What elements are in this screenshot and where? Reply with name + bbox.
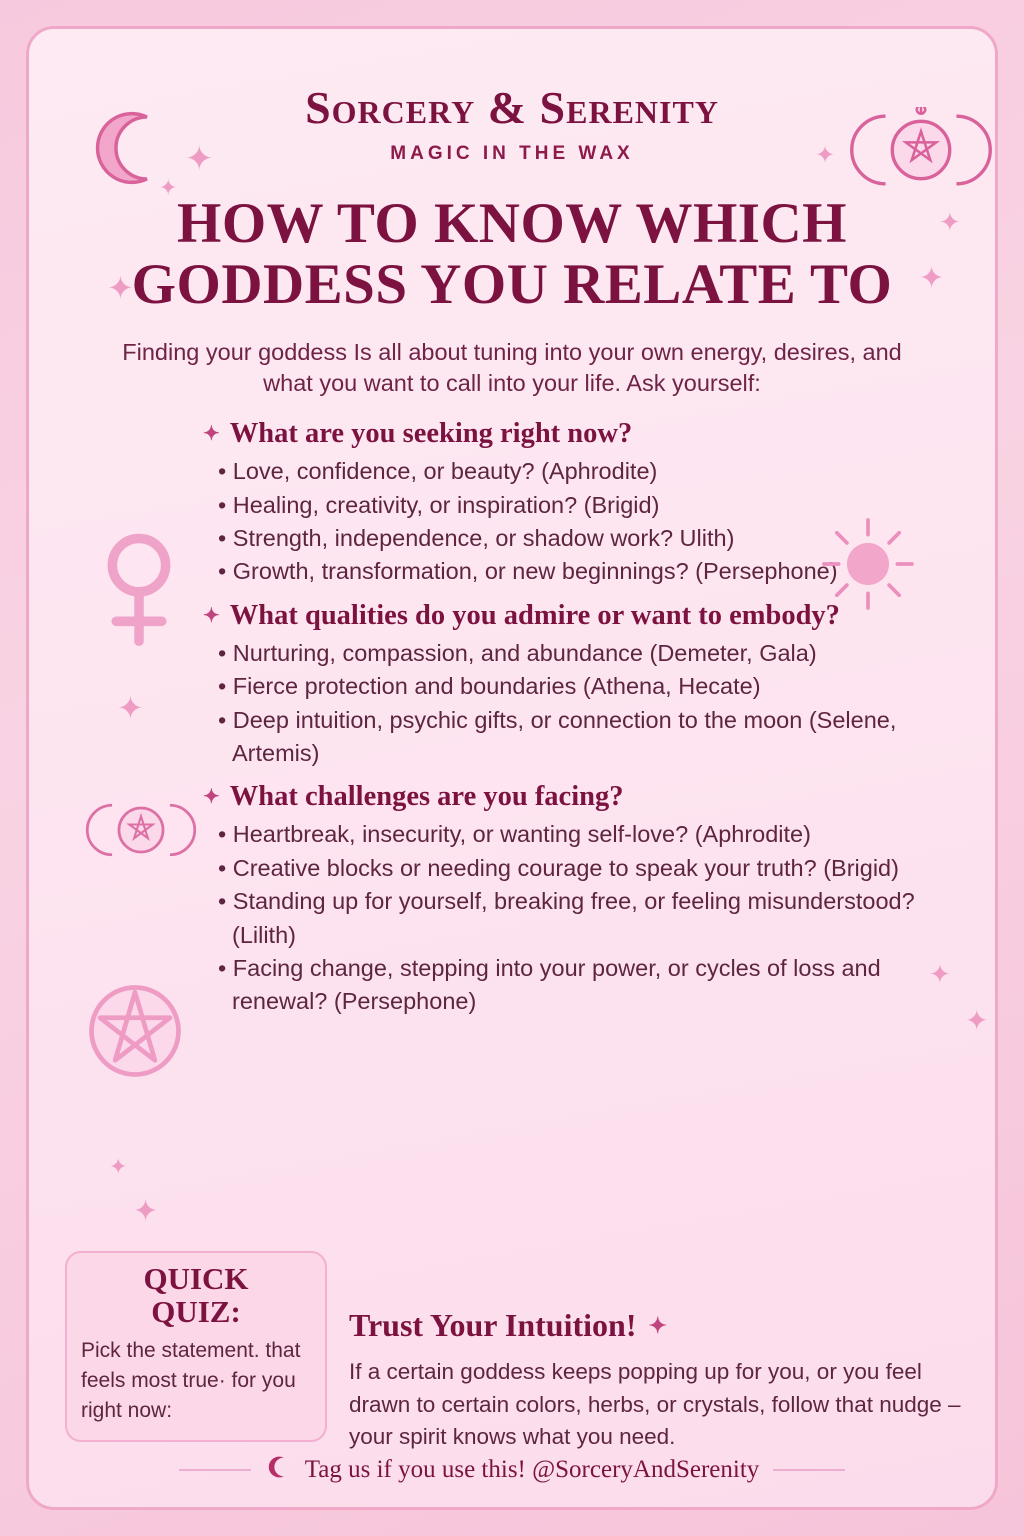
list-item: • Heartbreak, insecurity, or wanting self-love? (Aphrodite): [218, 821, 811, 848]
quick-quiz-title-line1: QUICK: [143, 1261, 249, 1296]
sparkle-icon: ✦: [815, 142, 836, 169]
sparkle-icon: ✦: [648, 1312, 667, 1338]
footer-divider-right: [773, 1469, 845, 1471]
list-item-label: Strength, independence, or shadow work? Ulith): [232, 524, 735, 551]
list-item: • Love, confidence, or beauty? (Aphrodite): [218, 458, 658, 485]
sparkle-icon: ✦: [203, 604, 220, 627]
list-item: • Creative blocks or needing courage to speak your truth? (Brigid): [218, 854, 899, 881]
venus-symbol-icon: [91, 529, 187, 652]
list-item: • Growth, transformation, or new beginnings? (Persephone): [218, 558, 838, 585]
sparkle-icon: ✦: [107, 270, 134, 306]
list-item: • Strength, independence, or shadow work? Ulith): [218, 524, 735, 551]
list-item-label: Facing change, stepping into your power, or cycles of loss and renewal? (Persephone): [232, 954, 881, 1015]
crescent-moon-icon-footer: [265, 1454, 291, 1485]
section-heading: [203, 780, 961, 814]
list-item: • Standing up for yourself, breaking free, or feeling misunderstood? (Lilith): [218, 888, 915, 948]
quick-quiz-card: [65, 1251, 327, 1442]
sparkle-icon: ✦: [109, 1154, 128, 1179]
section-heading-label: What challenges are you facing?: [229, 781, 624, 813]
trust-intuition-body: If a certain goddess keeps popping up for you, or you feel drawn to certain colors, herbs, or crystals, follow that nudge – your spirit knows what you need.: [349, 1359, 961, 1450]
section-heading-label: What qualities do you admire or want to embody?: [229, 599, 840, 631]
list-item-label: Standing up for yourself, breaking free, or feeling misunderstood? (Lilith): [232, 888, 915, 948]
section-heading: [203, 417, 961, 451]
section-heading-label: What are you seeking right now?: [229, 418, 633, 449]
sparkle-icon: ✦: [919, 262, 945, 295]
quick-quiz-body: Pick the statement. that feels most true· for you right now:: [81, 1339, 301, 1422]
list-item: • Healing, creativity, or inspiration? (Brigid): [218, 491, 660, 518]
section-bullets: [218, 637, 961, 770]
triple-moon-icon-small: [79, 794, 203, 871]
list-item-label: Heartbreak, insecurity, or wanting self-love? (Aphrodite): [232, 821, 811, 848]
list-item-label: Love, confidence, or beauty? (Aphrodite): [232, 458, 658, 485]
sparkle-icon: ✦: [159, 175, 178, 200]
brand-title: Sorcery & Serenity: [305, 82, 719, 133]
sparkle-icon: ✦: [965, 1005, 989, 1036]
brand-subtitle: MAGIC IN THE WAX: [390, 143, 634, 164]
footer-text: Tag us if you use this! @SorceryAndSerenity: [304, 1455, 760, 1483]
trust-intuition-heading: [349, 1307, 989, 1344]
list-item-label: Fierce protection and boundaries (Athena, Hecate): [232, 673, 761, 700]
list-item: • Facing change, stepping into your power, or cycles of loss and renewal? (Persephone): [218, 954, 881, 1015]
footer: [29, 1454, 995, 1485]
footer-divider-left: [179, 1469, 251, 1471]
section-qualities: [63, 599, 961, 771]
triple-moon-icon: [845, 107, 997, 198]
sparkle-icon: ✦: [939, 207, 961, 237]
trust-intuition-block: [349, 1307, 989, 1454]
list-item: • Deep intuition, psychic gifts, or connection to the moon (Selene, Artemis): [218, 706, 897, 766]
poster-inner-frame: [26, 26, 998, 1510]
sun-icon: [813, 509, 923, 624]
sparkle-icon: ✦: [203, 786, 220, 809]
sparkle-icon: ✦: [185, 140, 214, 178]
sparkle-icon: ✦: [133, 1195, 159, 1228]
intro-paragraph: Finding your goddess Is all about tuning into your own energy, desires, and what you want to call into your life. Ask yourself:: [122, 338, 902, 396]
list-item-label: Healing, creativity, or inspiration? (Brigid): [232, 491, 660, 518]
page-title: HOW TO KNOW WHICH GODDESS YOU RELATE TO: [131, 192, 893, 316]
question-sections: [63, 417, 961, 1019]
list-item: • Nurturing, compassion, and abundance (Demeter, Gala): [218, 639, 817, 666]
list-item-label: Nurturing, compassion, and abundance (Demeter, Gala): [232, 639, 817, 666]
trust-intuition-label: Trust Your Intuition!: [349, 1307, 637, 1343]
list-item-label: Growth, transformation, or new beginnings? (Persephone): [232, 558, 838, 585]
quick-quiz-title-line2: QUIZ:: [151, 1293, 241, 1329]
sparkle-icon: ✦: [929, 959, 951, 989]
section-bullets: [218, 818, 961, 1018]
pentacle-icon: [83, 979, 187, 1088]
list-item: • Fierce protection and boundaries (Athena, Hecate): [218, 673, 761, 700]
list-item-label: Creative blocks or needing courage to speak your truth? (Brigid): [232, 854, 899, 881]
sparkle-icon: ✦: [117, 690, 144, 726]
sparkle-icon: ✦: [203, 423, 220, 446]
list-item-label: Deep intuition, psychic gifts, or connection to the moon (Selene, Artemis): [232, 706, 897, 766]
